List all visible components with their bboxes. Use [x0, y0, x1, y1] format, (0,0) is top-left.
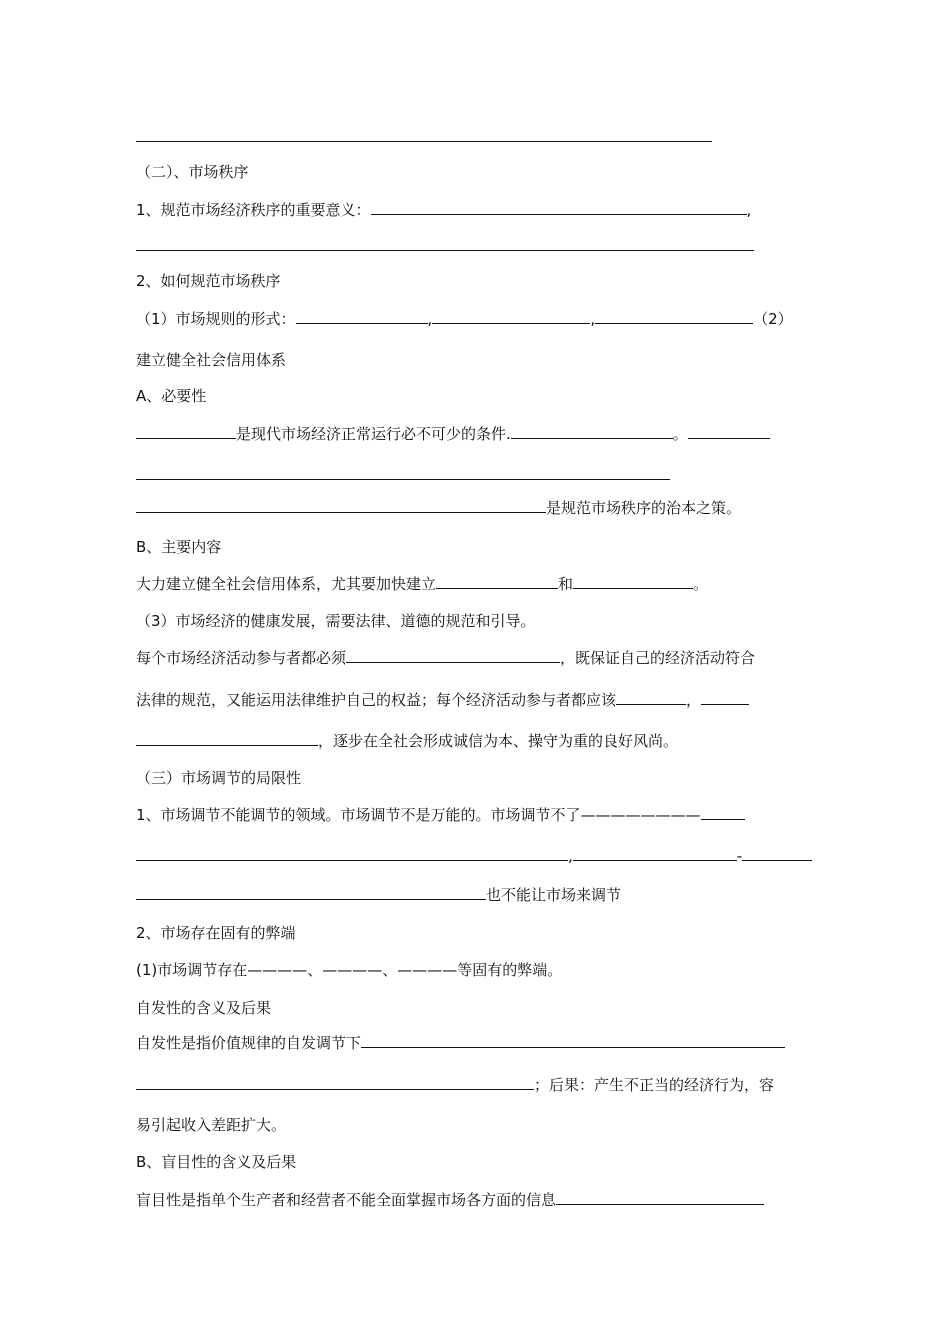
question-line: 2、如何规范市场秩序 [136, 272, 281, 290]
question-line: 1、市场调节不能调节的领域。市场调节不是万能的。市场调节不了———————— [136, 805, 816, 825]
question-line: ，逐步在全社会形成诚信为本、操守为重的良好风尚。 [136, 731, 816, 751]
answer-blank[interactable] [701, 690, 749, 705]
answer-blank[interactable] [136, 479, 670, 480]
question-line: 是规范市场秩序的治本之策。 [136, 498, 816, 518]
answer-blank[interactable] [136, 885, 486, 900]
question-line: 易引起收入差距扩大。 [136, 1116, 287, 1134]
question-line: ；后果：产生不正当的经济行为，容 [136, 1075, 816, 1095]
question-line: 盲目性是指单个生产者和经营者不能全面掌握市场各方面的信息 [136, 1190, 816, 1210]
subheading: B、盲目性的含义及后果 [136, 1153, 297, 1171]
question-line: 大力建立健全社会信用体系，尤其要加快建立 和 。 [136, 575, 709, 593]
section-title: （二）、市场秩序 [136, 163, 249, 181]
answer-blank[interactable] [136, 731, 318, 746]
answer-blank[interactable] [573, 574, 693, 589]
answer-blank[interactable] [136, 424, 236, 439]
answer-blank[interactable] [371, 200, 747, 215]
answer-blank[interactable] [688, 424, 770, 439]
section-heading [136, 162, 816, 182]
answer-blank[interactable] [136, 846, 568, 861]
answer-blank[interactable] [573, 846, 737, 861]
answer-blank[interactable] [616, 690, 686, 705]
subheading: 建立健全社会信用体系 [136, 351, 287, 369]
question-line: （1）市场规则的形式： , , （2） [136, 310, 793, 328]
answer-blank[interactable] [361, 1033, 785, 1048]
answer-blank[interactable] [346, 648, 560, 663]
answer-blank[interactable] [296, 309, 428, 324]
question-line: 是现代市场经济正常运行必不可少的条件. 。 [136, 424, 816, 444]
subheading: 自发性的含义及后果 [136, 999, 272, 1017]
subheading: B、主要内容 [136, 538, 222, 556]
subheading: A、必要性 [136, 387, 207, 405]
section-title: （三）市场调节的局限性 [136, 769, 302, 787]
answer-blank[interactable] [595, 309, 753, 324]
answer-blank[interactable] [742, 846, 812, 861]
question-line: 1、规范市场经济秩序的重要意义： , [136, 201, 752, 219]
question-line: 自发性是指价值规律的自发调节下 [136, 1033, 816, 1053]
section-heading [136, 768, 816, 788]
subheading: (1)市场调节存在————、————、————等固有的弊端。 [136, 961, 563, 979]
question-line: , - [136, 846, 816, 866]
answer-blank[interactable] [136, 141, 712, 142]
answer-blank[interactable] [432, 309, 590, 324]
answer-blank[interactable] [136, 250, 754, 251]
answer-blank[interactable] [136, 498, 546, 513]
answer-blank[interactable] [556, 1190, 764, 1205]
question-line: 法律的规范，又能运用法律维护自己的权益；每个经济活动参与者都应该 ， [136, 690, 816, 710]
answer-blank[interactable] [136, 1075, 534, 1090]
subheading: 2、市场存在固有的弊端 [136, 924, 296, 942]
subheading: （3）市场经济的健康发展，需要法律、道德的规范和引导。 [136, 612, 536, 630]
question-line: 每个市场经济活动参与者都必须 ，既保证自己的经济活动符合 [136, 649, 756, 667]
answer-blank[interactable] [701, 805, 745, 820]
question-line: 也不能让市场来调节 [136, 885, 816, 905]
answer-blank[interactable] [511, 424, 673, 439]
answer-blank[interactable] [436, 574, 558, 589]
